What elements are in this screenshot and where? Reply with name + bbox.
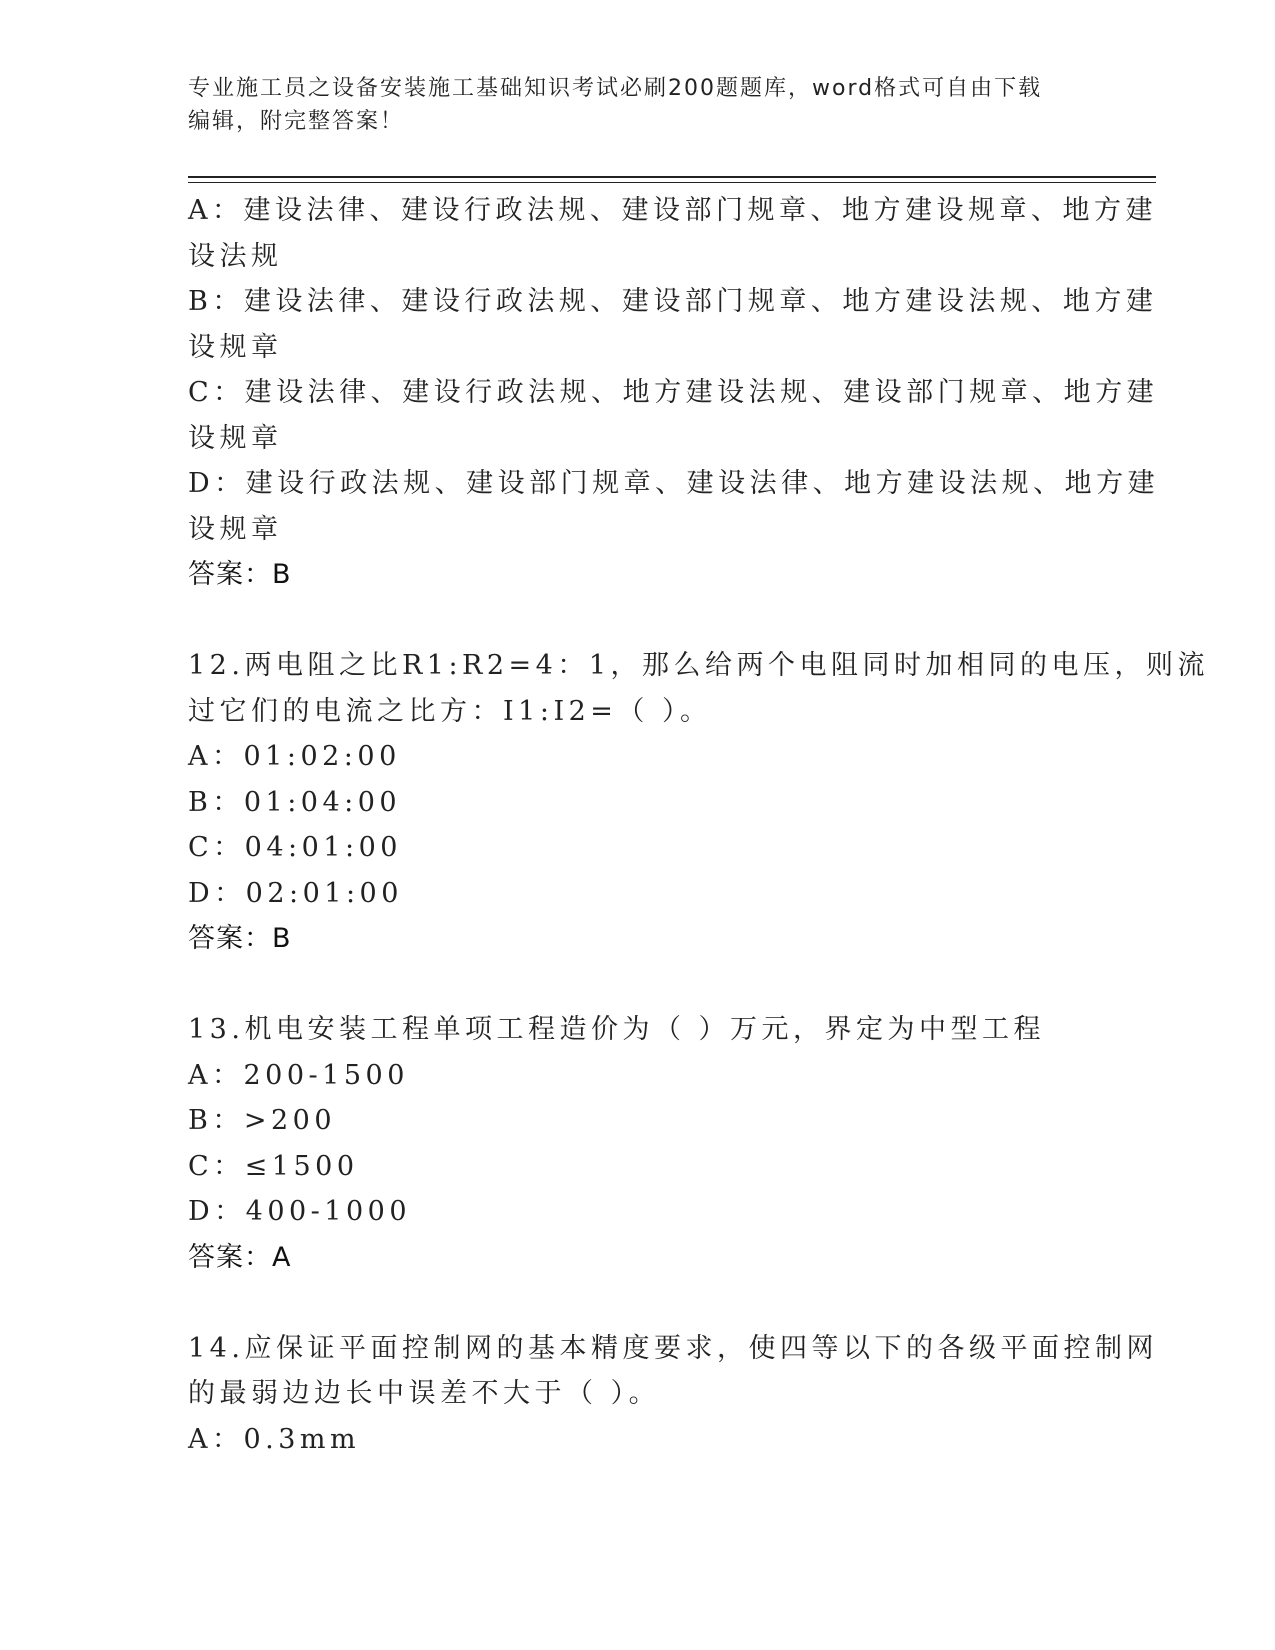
option-d: D：400-1000 (188, 1196, 412, 1227)
option-d-line-2: 设规章 (188, 513, 283, 545)
option-b-line-1: B：建设法律、建设行政法规、建设部门规章、地方建设法规、地方建 (188, 286, 1158, 317)
question-12 (188, 643, 1210, 962)
question-spacer (188, 962, 1088, 1008)
option-a: A：200-1500 (188, 1059, 409, 1091)
question-stem-line-1: 12.两电阻之比R1:R2=4：1，那么给两个电阻同时加相同的电压，则流 (188, 650, 1210, 681)
answer-line: 答案：A (188, 1241, 292, 1273)
option-a: A：0.3mm (188, 1423, 361, 1455)
header-title-line-2: 编辑，附完整答案！ (188, 109, 405, 134)
header-title-line-1: 专业施工员之设备安装施工基础知识考试必刷200题题库，word格式可自由下载 (188, 76, 1043, 101)
question-stem-line-2: 的最弱边边长中误差不大于（ ）。 (188, 1378, 661, 1409)
option-b: B：>200 (188, 1105, 336, 1136)
answer-line: 答案：B (188, 923, 292, 954)
option-a-line-1: A：建设法律、建设行政法规、建设部门规章、地方建设规章、地方建 (188, 195, 1157, 226)
question-11 (188, 188, 1160, 598)
question-spacer (188, 598, 1088, 644)
question-stem-line-2: 过它们的电流之比方：I1:I2=（ ）。 (188, 695, 712, 727)
option-c: C：≤1500 (188, 1150, 359, 1182)
question-stem: 13.机电安装工程单项工程造价为（ ）万元，界定为中型工程 (188, 1014, 1046, 1045)
document-body (188, 188, 1210, 1462)
header-divider-thin (188, 182, 1156, 183)
document-header (188, 72, 1088, 138)
question-13 (188, 1007, 1088, 1280)
option-c: C：04:01:00 (188, 832, 402, 863)
option-a: A：01:02:00 (188, 741, 401, 772)
option-b: B：01:04:00 (188, 786, 402, 818)
question-stem-line-1: 14.应保证平面控制网的基本精度要求，使四等以下的各级平面控制网 (188, 1332, 1158, 1364)
option-d-line-1: D：建设行政法规、建设部门规章、建设法律、地方建设法规、地方建 (188, 468, 1160, 499)
option-c-line-2: 设规章 (188, 422, 283, 454)
question-14 (188, 1326, 1158, 1463)
option-d: D：02:01:00 (188, 877, 403, 909)
question-spacer (188, 1280, 1088, 1326)
option-b-line-2: 设规章 (188, 331, 283, 363)
option-a-line-2: 设法规 (188, 240, 283, 272)
answer-line: 答案：B (188, 559, 292, 590)
header-divider-thick (188, 176, 1156, 178)
option-c-line-1: C：建设法律、建设行政法规、地方建设法规、建设部门规章、地方建 (188, 377, 1159, 408)
